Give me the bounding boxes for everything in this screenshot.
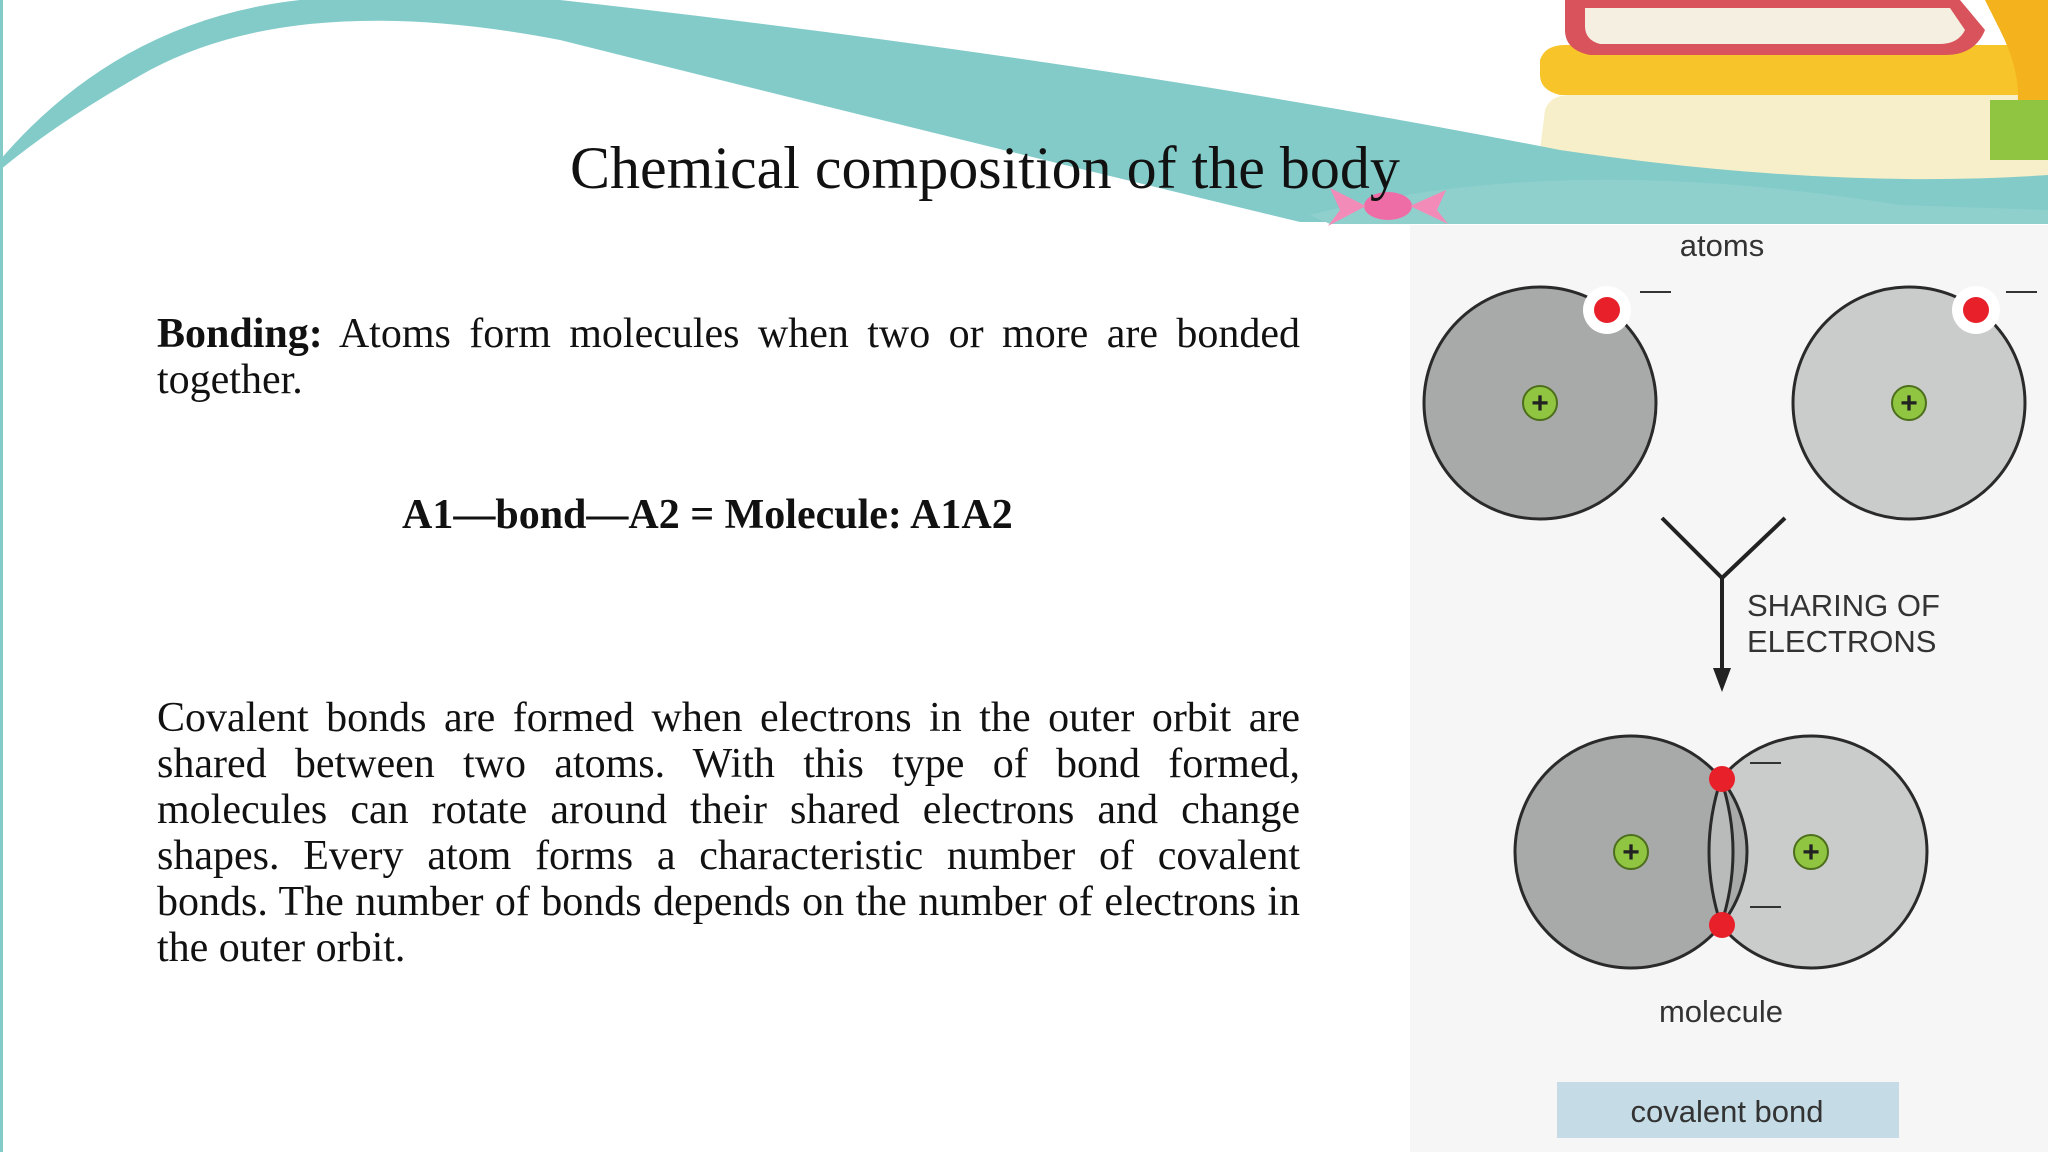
molecule-plus-right: + (1802, 836, 1820, 869)
electron-right (1963, 297, 1989, 323)
left-border (0, 0, 3, 1152)
atoms-label: atoms (1679, 228, 1765, 263)
arrow-label-line2: ELECTRONS (1747, 624, 1937, 659)
covalent-paragraph: Covalent bonds are formed when electrons in the outer orbit are shared between two atoms. With this type of bond formed, molecules can rotate around their shared electrons and change shapes. Every atom forms a characteristic number of covalent bonds. The number of bonds depends on the number of electrons in the outer orbit. (157, 695, 1300, 971)
plus-sign-left: + (1531, 387, 1549, 420)
minus-sign-right: — (2006, 272, 2037, 307)
molecule-plus-left: + (1622, 836, 1640, 869)
minus-sign-top: — (1750, 743, 1781, 778)
covalent-bond-diagram (1410, 225, 2048, 1152)
bonding-paragraph (157, 311, 1300, 403)
plus-sign-right: + (1900, 387, 1918, 420)
electron-left (1594, 297, 1620, 323)
arrow-label-line1: SHARING OF (1747, 588, 1940, 623)
molecule-label: molecule (1658, 994, 1784, 1029)
minus-sign-left: — (1640, 272, 1671, 307)
shared-electron-top (1709, 766, 1735, 792)
caption-label: covalent bond (1630, 1094, 1824, 1129)
minus-sign-bottom: — (1750, 887, 1781, 922)
bonding-lead: Bonding: (157, 311, 323, 357)
shared-electron-bottom (1709, 912, 1735, 938)
bond-equation: A1—bond—A2 = Molecule: A1A2 (402, 492, 1013, 538)
bonding-text: Atoms form molecules when two or more are bonded together. (157, 311, 1300, 403)
slide-title: Chemical composition of the body (570, 135, 1400, 201)
